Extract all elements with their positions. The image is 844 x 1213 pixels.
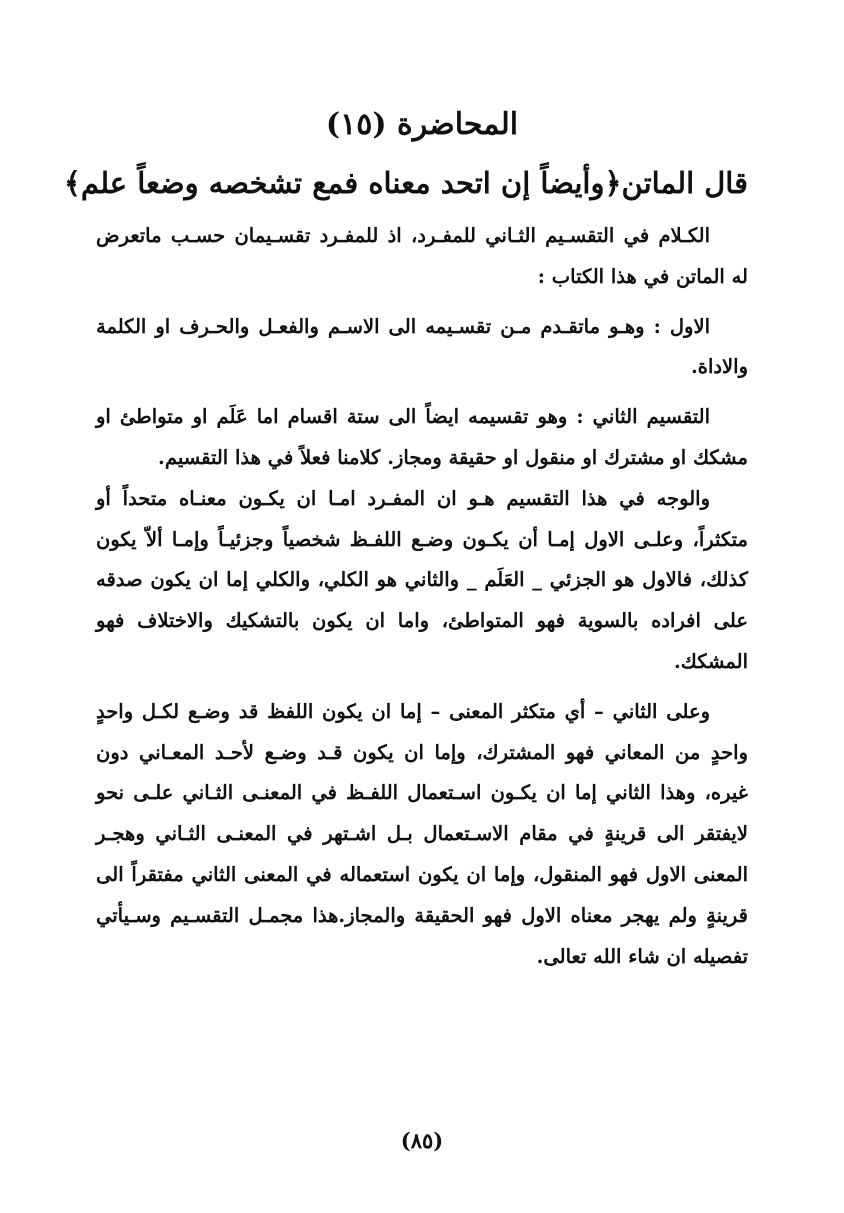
body-text bbox=[96, 216, 748, 977]
paragraph-second-division: التقسيم الثاني : وهو تقسيمه ايضاً الى ستة اقسام اما عَلَم او متواطئ او مشكك او مشترك او منقول او حقيقة ومجاز. كلامنا فعلاً في هذا التقسيم. bbox=[96, 405, 748, 469]
lecture-title: المحاضرة (١٥) bbox=[325, 107, 519, 142]
matn-heading: قال الماتن﴿وأيضاً إن اتحد معناه فمع تشخصه وضعاً علم﴾ bbox=[63, 166, 748, 200]
paragraph-multiple-meanings: وعلى الثاني – أي متكثر المعنى – إما ان يكون اللفظ قد وضـع لكـل واحدٍ واحدٍ من المعاني فهو المشترك، وإما ان يكون قـد وضـع لأحـد المعـاني دون غيره، وهذا الثاني إما ان يكـون اسـتعمال اللفـظ في المعنـى الثـاني علـى نحو لايفتقر الى قرينةٍ في مقام الاسـتعمال بـل اشـتهر في المعنـى الثـاني وهجـر المعنى الاول فهو المنقول، وإما ان يكون استعماله في المعنى الثاني مفتقراً الى قرينةٍ ولم يهجر معناه الاول فهو الحقيقة والمجاز.هذا مجمـل التقسـيم وسـيأتي تفصيله ان شاء الله تعالى. bbox=[96, 699, 748, 968]
paragraph-first-division: الاول : وهـو ماتقـدم مـن تقسـيمه الى الاسـم والفعـل والحـرف او الكلمة والاداة. bbox=[96, 314, 748, 379]
paragraph-intro: الكـلام في التقسـيم الثـاني للمفـرد، اذ للمفـرد تقسـيمان حسـب ماتعرض له الماتن في هذا الكتاب : bbox=[96, 224, 748, 288]
page-number: (٨٥) bbox=[400, 1128, 444, 1153]
paragraph-reasoning: والوجه في هذا التقسيم هـو ان المفـرد امـا ان يكـون معنـاه متحداً أو متكثراً، وعلـى الاول إمـا أن يكـون وضـع اللفـظ شخصياً وجزئيـاً وإمـا ألاّ يكون كذلك، فالاول هو الجزئي _ العَلَم _ والثاني هو الكلي، والكلي إما ان يكون صدقه على افراده بالسوية فهو المتواطئ، واما ان يكون بالتشكيك والاختلاف فهو المشكك. bbox=[96, 486, 748, 673]
